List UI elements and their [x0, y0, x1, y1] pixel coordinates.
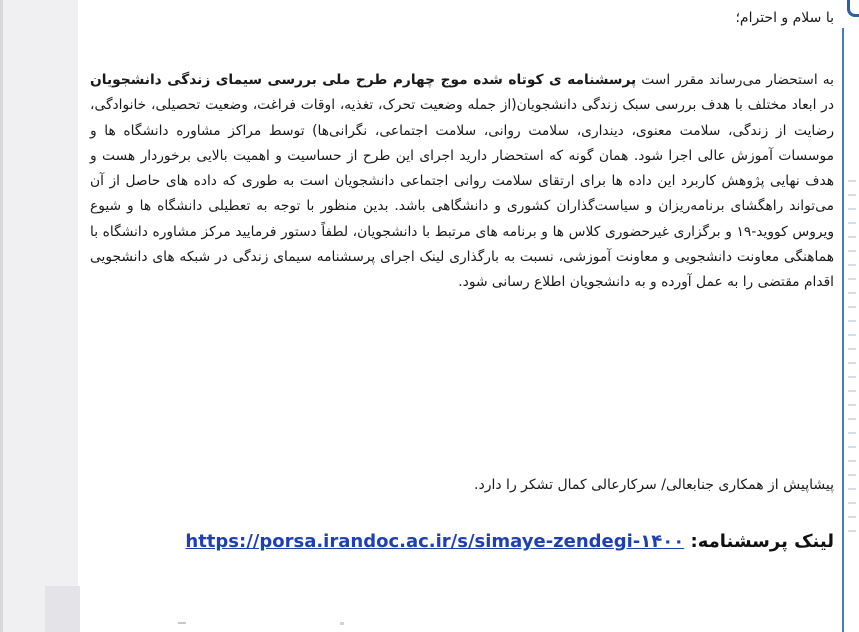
- scan-artifact: [178, 622, 186, 624]
- left-viewer-panel: [0, 0, 78, 632]
- margin-decoration: [848, 180, 856, 540]
- letterhead-corner-icon: [847, 0, 859, 17]
- survey-link-row: [185, 530, 834, 554]
- survey-title-bold: پرسشنامه ی کوتاه شده موج چهارم طرح ملی بررسی سیمای زندگی دانشجویان: [90, 72, 637, 88]
- right-margin-rule: [842, 28, 844, 632]
- main-paragraph: [90, 68, 834, 296]
- scan-artifact: [340, 622, 344, 625]
- survey-link-label: لینک پرسشنامه:: [684, 531, 834, 552]
- body-text: در ابعاد مختلف با هدف بررسی سبک زندگی دانشجویان(از جمله وضعیت تحرک، تغذیه، اوقات فراغت، وضعیت تحصیلی، خانوادگی، رضایت از زندگی، سلامت معنوی، دینداری، سلامت روانی، سلامت اجتماعی، نگرانی‌ها) توسط مراکز مشاوره دانشگاه ها و موسسات آموزش عالی اجرا شود. همان گونه که استحضار دارید اجرای این طرح از حساسیت و اهمیت بالایی برخوردار هست و هدف نهایی پژوهش کاربرد این داده ها برای ارتقای سلامت روانی اجتماعی دانشجویان است به طوری که داده های حاصل از آن می‌تواند راهگشای برنامه‌ریزان و سیاست‌گذاران کشوری و دانشگاهی باشد. بدین منظور با توجه به تعطیلی دانشگاه ها و شیوع ویروس کووید-۱۹ و برگزاری غیرحضوری کلاس ها و برنامه های مرتبط با دانشجویان، لطفاً دستور فرمایید مرکز مشاوره دانشگاه با هماهنگی معاونت دانشجویی و معاونت آموزشی، نسبت به بارگذاری لینک اجرای پرسشنامه سیمای زندگی در شبکه های دانشجویی اقدام مقتضی را به عمل آورده و به دانشجویان اطلاع رسانی شود.: [90, 97, 834, 291]
- greeting-line: با سلام و احترام؛: [735, 10, 834, 26]
- left-edge-divider: [0, 0, 3, 632]
- thanks-line: پیشاپیش از همکاری جنابعالی/ سرکارعالی کمال تشکر را دارد.: [474, 477, 834, 493]
- survey-link[interactable]: https://porsa.irandoc.ac.ir/s/simaye-zendegi-۱۴۰۰: [185, 531, 685, 552]
- intro-text: به استحضار می‌رساند مقرر است: [636, 72, 834, 88]
- page-thumbnail-edge: [45, 586, 80, 632]
